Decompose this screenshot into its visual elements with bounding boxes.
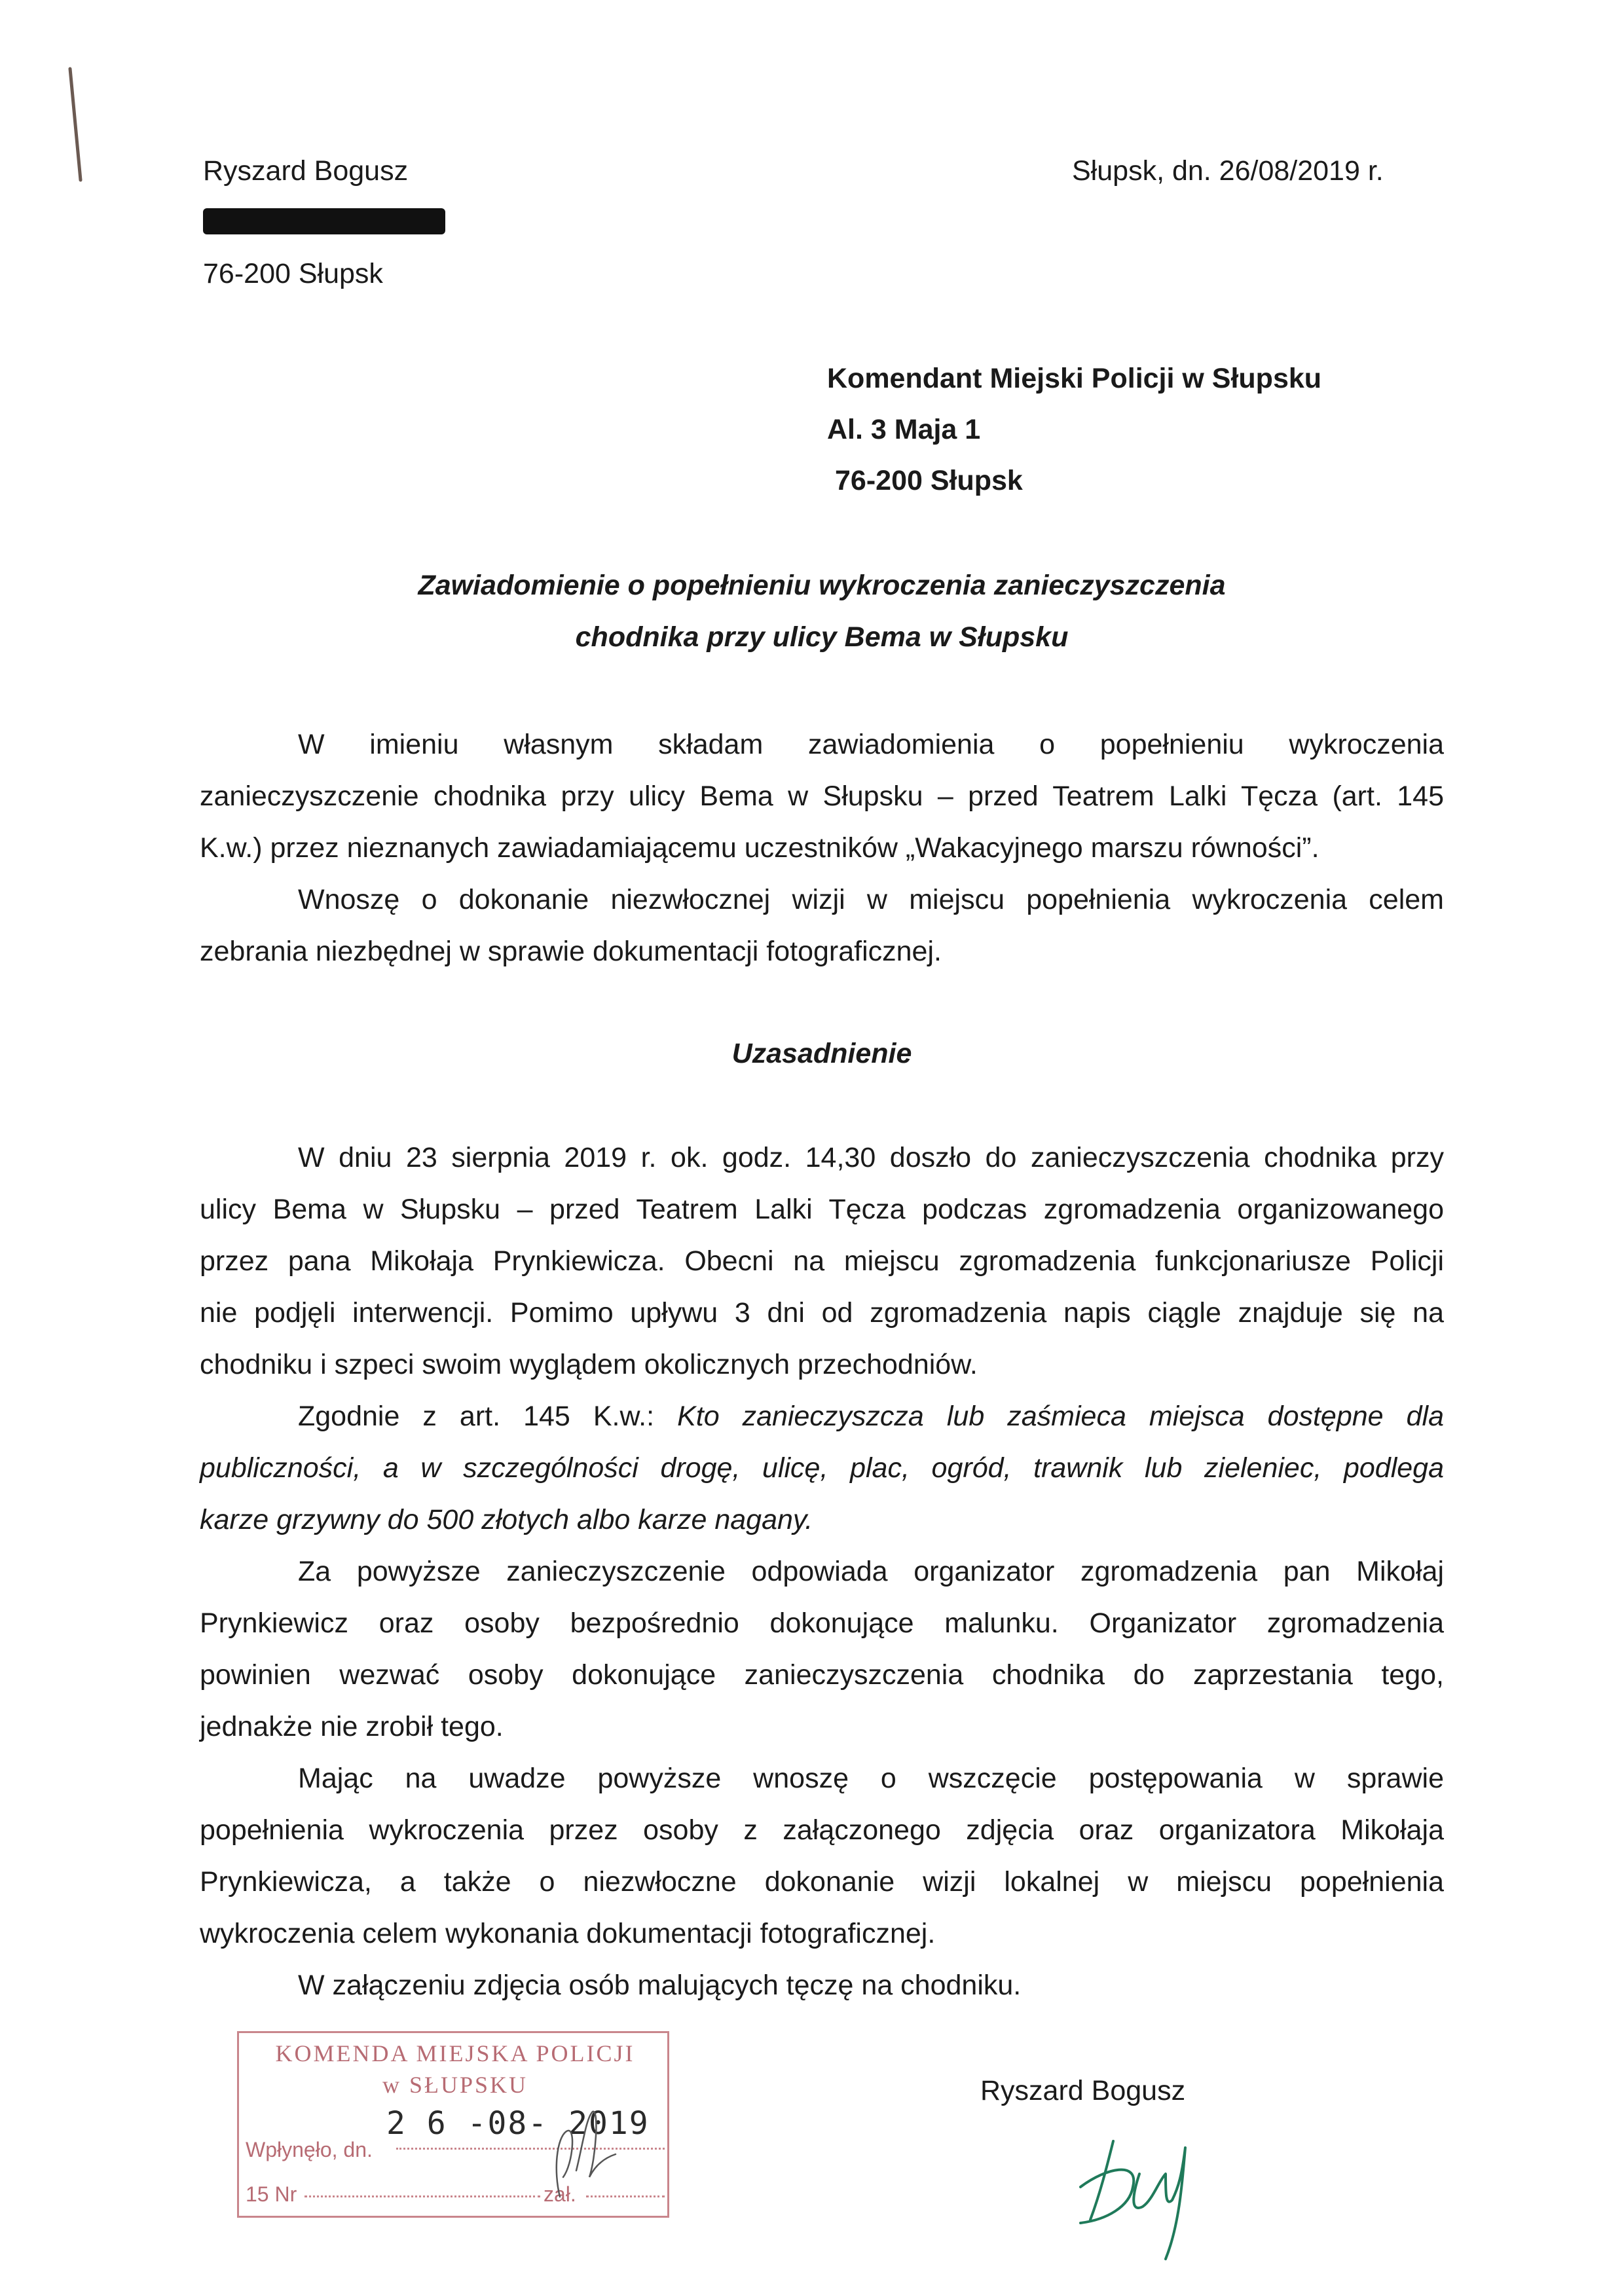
intro-paragraph-1: W imieniu własnym składam zawiadomienia o popełnieniu wykroczenia zanieczyszczenie chodnika przy ulicy Bema w Słupsku – przed Teatrem Lalki Tęcza (art. 145 K.w.) przez nieznanych zawiadamiającemu uczestników „Wakacyjnego marszu równości”. [200,729,1444,864]
margin-pen-mark [62,62,88,187]
document-title-line2: chodnika przy ulicy Bema w Słupsku [575,621,1069,653]
stamp-nr-dotted-line [304,2195,540,2197]
article-quote-start: Kto zanieczyszcza lub zaśmieca miejsca dostępne dla [677,1401,1444,1432]
document-title-line1: Zawiadomienie o popełnieniu wykroczenia zanieczyszczenia [418,570,1226,601]
sender-name: Ryszard Bogusz [203,155,409,187]
intro-section [200,719,1444,978]
body-paragraph-2: Zgodnie z art. 145 K.w.: Kto zanieczyszcza lub zaśmieca miejsca dostępne dla publiczności, a w szczególności drogę, ulicę, plac, ogród, trawnik lub zieleniec, podlega karze grzywny do 500 złotych albo karze nagany. [200,1401,1444,1535]
body-paragraph-5: W załączeniu zdjęcia osób malujących tęczę na chodniku. [298,1970,1022,2001]
justification-heading: Uzasadnienie [731,1038,912,1069]
intro-paragraph-2: Wnoszę o dokonanie niezwłocznej wizji w miejscu popełnienia wykroczenia celem zebrania niezbędnej w sprawie dokumentacji fotograficznej. [200,884,1444,967]
redacted-address [203,208,445,234]
recipient-line2: Al. 3 Maja 1 [827,414,981,445]
body-paragraph-3: Za powyższe zanieczyszczenie odpowiada organizator zgromadzenia pan Mikołaj Prynkiewicz oraz osoby bezpośrednio dokonujące malunku. Organizator zgromadzenia powinien wezwać osoby dokonujące zanieczyszczenia chodnika do zaprzestania tego, jednakże nie zrobił tego. [200,1556,1444,1742]
signature-name: Ryszard Bogusz [980,2075,1186,2106]
justification-body [200,1132,1444,2011]
stamp-date: 2 6 -08- 2019 [386,2105,650,2142]
handwritten-signature [1067,2115,1218,2266]
article-reference: Zgodnie z art. 145 K.w.: [298,1401,678,1432]
stamp-city: w SŁUPSKU [382,2072,528,2098]
recipient-line3: 76-200 Słupsk [835,465,1023,496]
body-paragraph-4: Mając na uwadze powyższe wnoszę o wszczęcie postępowania w sprawie popełnienia wykroczenia przez osoby z załączonego zdjęcia oraz organizatora Mikołaja Prynkiewicza, a także o niezwłoczne dokonanie wizji lokalnej w miejscu popełnienia wykroczenia celem wykonania dokumentacji fotograficznej. [200,1763,1444,1949]
body-paragraph-1: W dniu 23 sierpnia 2019 r. ok. godz. 14,30 doszło do zanieczyszczenia chodnika przy ulicy Bema w Słupsku – przed Teatrem Lalki Tęcza podczas zgromadzenia organizowanego przez pana Mikołaja Prynkiewicza. Obecni na miejscu zgromadzenia funkcjonariusze Policji nie podjęli interwencji. Pomimo upływu 3 dni od zgromadzenia napis ciągle znajduje się na chodniku i szpeci swoim wyglądem okolicznych przechodniów. [200,1142,1444,1380]
stamp-received-label: Wpłynęło, dn. [246,2138,373,2161]
stamp-nr-label: 15 Nr [246,2182,297,2206]
stamp-attachment-label: zał. [544,2182,576,2206]
stamp-initials-signature [547,2092,625,2210]
registry-stamp [237,2031,669,2218]
recipient-line1: Komendant Miejski Policji w Słupsku [827,363,1322,394]
place-date: Słupsk, dn. 26/08/2019 r. [1072,155,1384,187]
stamp-institution: KOMENDA MIEJSKA POLICJI [275,2040,635,2066]
sender-city: 76-200 Słupsk [203,258,383,289]
